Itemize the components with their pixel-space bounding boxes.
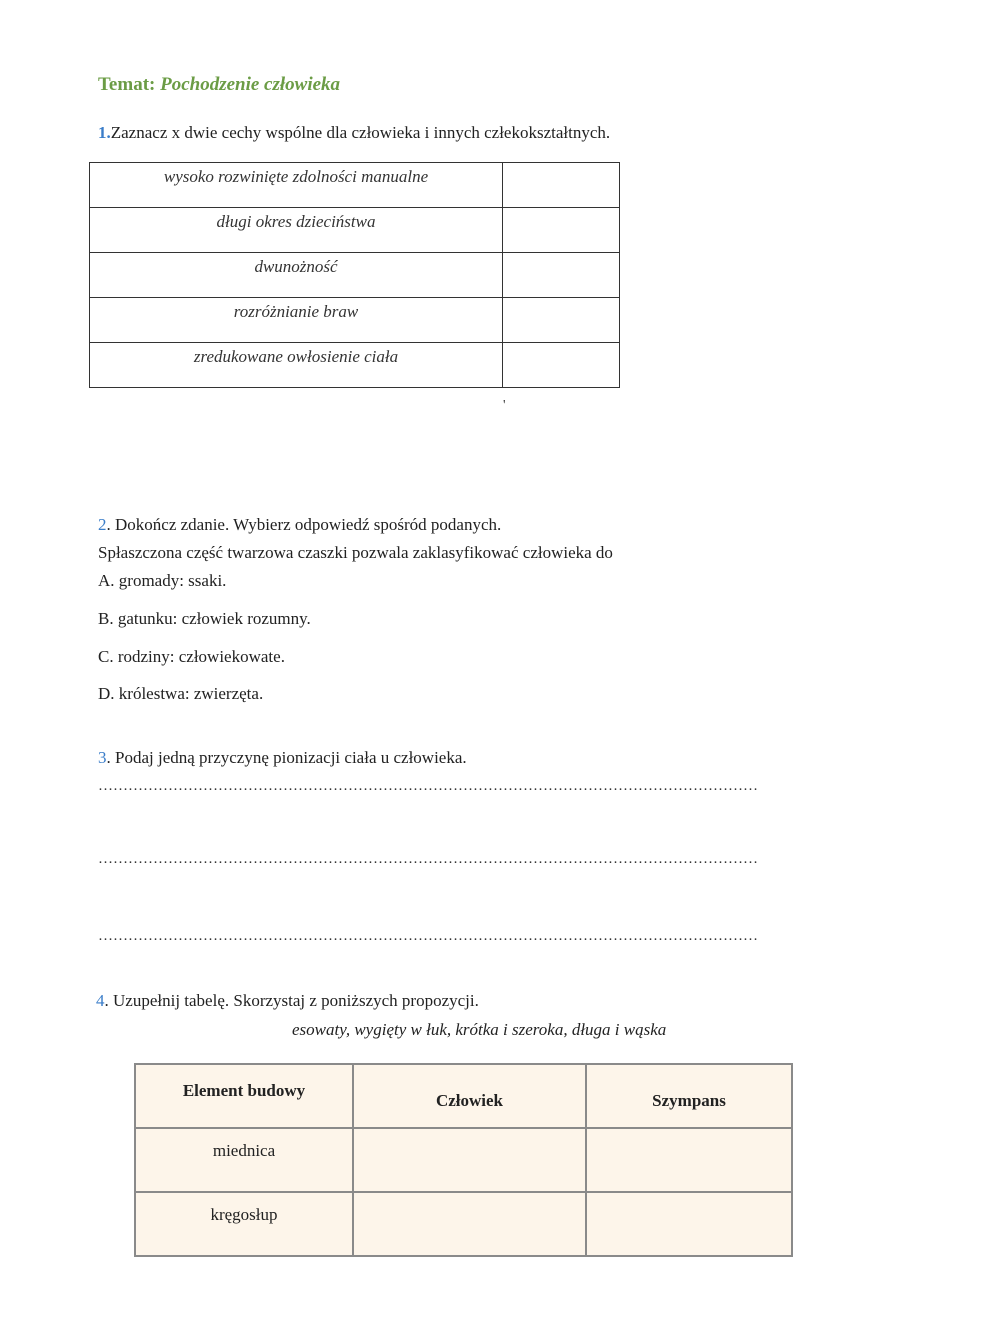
trait-cell: wysoko rozwinięte zdolności manualne [90,163,503,208]
task4-number: 4 [96,991,105,1010]
chimpanzee-answer-cell[interactable] [586,1192,792,1256]
table-row [135,1192,792,1256]
stray-mark: ' [503,398,506,413]
task2-option-d[interactable]: D. królestwa: zwierzęta. [98,684,264,703]
trait-cell: dwunożność [90,253,503,298]
answer-cell[interactable] [503,343,620,388]
task2-text: . Dokończ zdanie. Wybierz odpowiedź spośród podanych. [106,515,502,534]
trait-cell: rozróżnianie braw [90,298,503,343]
task2-option-c[interactable]: C. rodziny: człowiekowate. [98,647,285,666]
answer-line-2[interactable]: …………………………………………………………………………………………………………………… [98,851,758,867]
task4-text: . Uzupełnij tabelę. Skorzystaj z poniższych propozycji. [104,991,479,1010]
task2-number: 2 [98,515,107,534]
answer-cell[interactable] [503,163,620,208]
answer-line-1[interactable]: …………………………………………………………………………………………………………………… [98,778,758,794]
header-human: Człowiek [353,1064,586,1128]
task3-instruction [98,748,467,768]
task2-option-b[interactable]: B. gatunku: człowiek rozumny. [98,609,311,628]
task2-option-a[interactable]: A. gromady: ssaki. [98,571,227,590]
answer-cell[interactable] [503,298,620,343]
trait-cell: długi okres dzieciństwa [90,208,503,253]
page-title [98,74,340,96]
title-label: Temat: [98,74,156,95]
chimpanzee-answer-cell[interactable] [586,1128,792,1192]
task3-text: . Podaj jedną przyczynę pionizacji ciała u człowieka. [106,748,467,767]
answer-cell[interactable] [503,208,620,253]
task2-instruction [98,515,501,535]
answer-line-3[interactable]: …………………………………………………………………………………………………………………… [98,928,758,944]
task1-text: Zaznacz x dwie cechy wspólne dla człowieka i innych człekokształtnych. [110,123,611,142]
table-row [90,343,620,388]
table-row [90,208,620,253]
table-row [135,1128,792,1192]
table-row [90,298,620,343]
header-element: Element budowy [135,1064,353,1128]
header-chimpanzee: Szympans [586,1064,792,1128]
task4-table [134,1063,793,1257]
task2-sentence: Spłaszczona część twarzowa czaszki pozwala zaklasyfikować człowieka do [98,543,613,562]
table-header-row [135,1064,792,1128]
task4-instruction [96,991,479,1011]
element-cell: miednica [135,1128,353,1192]
trait-cell: zredukowane owłosienie ciała [90,343,503,388]
task1-table [89,162,620,388]
task1-number: 1. [98,123,111,142]
task4-suggestions: esowaty, wygięty w łuk, krótka i szeroka, długa i wąska [292,1020,667,1039]
human-answer-cell[interactable] [353,1128,586,1192]
table-row [90,253,620,298]
element-cell: kręgosłup [135,1192,353,1256]
title-topic: Pochodzenie człowieka [160,74,341,95]
human-answer-cell[interactable] [353,1192,586,1256]
task3-number: 3 [98,748,107,767]
table-row [90,163,620,208]
task1-instruction [98,123,610,143]
answer-cell[interactable] [503,253,620,298]
